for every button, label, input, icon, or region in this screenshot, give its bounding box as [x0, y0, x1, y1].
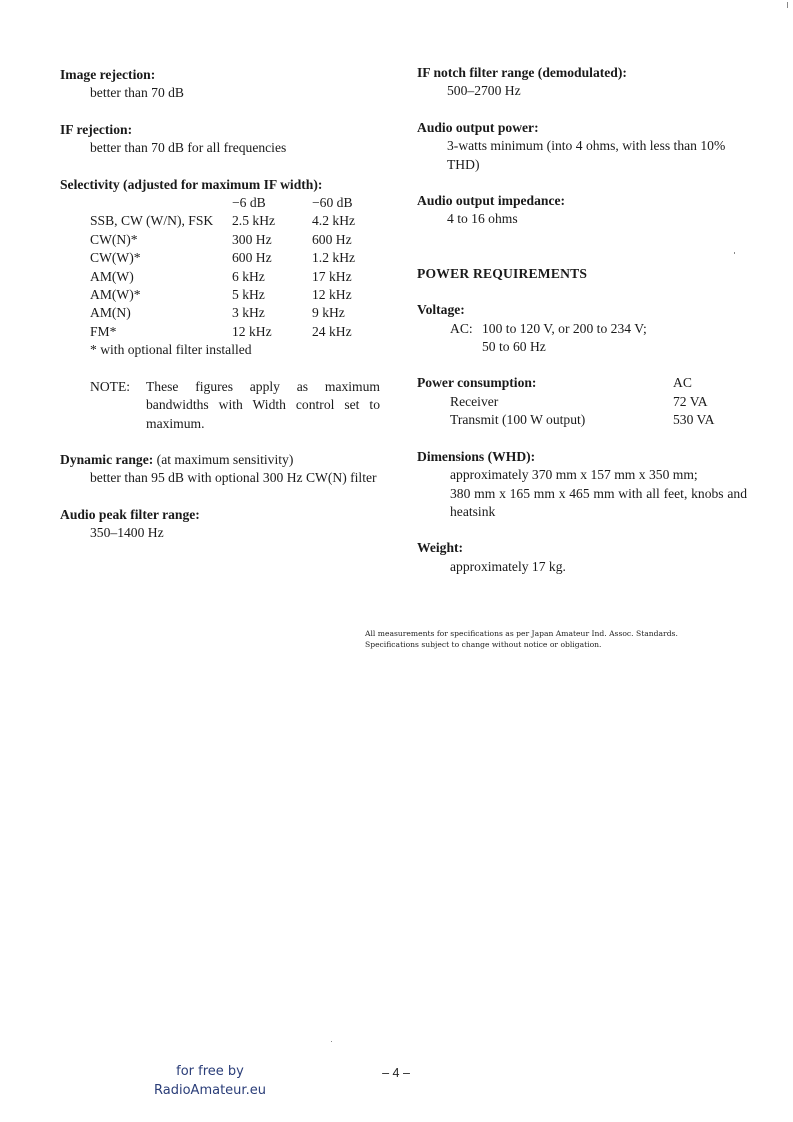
bandwidth-60db-cell: 9 kHz: [312, 305, 345, 321]
column-header: −6 dB: [232, 195, 266, 211]
table-row: [90, 249, 355, 267]
weight-heading: Weight:: [417, 540, 464, 556]
audio-peak-heading: Audio peak filter range:: [60, 506, 200, 522]
power-consumption-heading: Power consumption:: [417, 375, 537, 391]
mode-cell: FM*: [90, 323, 117, 339]
load-value: 72 VA: [673, 393, 708, 409]
weight-spec: [417, 539, 747, 576]
bandwidth-60db-cell: 17 kHz: [312, 268, 352, 284]
dynamic-range-spec: [60, 451, 380, 488]
audio-power-spec: [417, 119, 747, 174]
if-rejection-heading: IF rejection:: [60, 121, 133, 137]
right-column: [417, 64, 747, 594]
column-header: AC: [673, 375, 692, 391]
power-consumption-spec: [417, 374, 747, 429]
frequency-range: 50 to 60 Hz: [482, 339, 546, 355]
voltage-lines: [482, 320, 647, 357]
dynamic-range-qualifier: (at maximum sensitivity): [156, 451, 294, 467]
dynamic-range-heading-line: [60, 451, 380, 469]
audio-impedance-spec: [417, 192, 747, 229]
selectivity-heading: Selectivity (adjusted for maximum IF width):: [60, 176, 323, 192]
image-rejection-heading: Image rejection:: [60, 67, 156, 82]
if-rejection-value: better than 70 dB for all frequencies: [90, 140, 287, 156]
load-label: Transmit (100 W output): [450, 412, 586, 428]
dimensions-line-2: 380 mm x 165 mm x 465 mm with all feet, knobs and heatsink: [450, 485, 747, 519]
watermark-credit: [140, 1062, 280, 1100]
audio-peak-spec: [60, 506, 380, 543]
table-row: [417, 393, 714, 411]
selectivity-footnote: * with optional filter installed: [90, 342, 252, 358]
image-rejection-spec: [60, 66, 380, 103]
audio-impedance-value: 4 to 16 ohms: [447, 211, 518, 227]
specifications-footnote: [365, 628, 745, 650]
scan-mark: [331, 1041, 332, 1042]
weight-value: approximately 17 kg.: [450, 558, 566, 574]
audio-peak-value: 350–1400 Hz: [90, 525, 164, 541]
footnote-line: Specifications subject to change without notice or obligation.: [365, 640, 602, 649]
voltage-spec: [417, 301, 747, 356]
bandwidth-6db-cell: 2.5 kHz: [232, 213, 276, 229]
voltage-values: [417, 320, 747, 357]
note-text: These figures apply as maximum bandwidths with Width control set to maximum.: [146, 378, 380, 431]
voltage-range: 100 to 120 V, or 200 to 234 V;: [482, 320, 647, 336]
image-rejection-value: better than 70 dB: [90, 85, 185, 101]
table-row: [90, 286, 355, 304]
bandwidth-6db-cell: 300 Hz: [232, 231, 272, 247]
mode-cell: AM(W)*: [90, 287, 141, 303]
table-row: [90, 268, 355, 286]
page-number: – 4 –: [382, 1066, 410, 1080]
credit-line-2: RadioAmateur.eu: [154, 1083, 266, 1098]
dynamic-range-heading: Dynamic range:: [60, 451, 154, 467]
power-requirements-title: POWER REQUIREMENTS: [417, 265, 588, 281]
bandwidth-6db-cell: 6 kHz: [232, 268, 265, 284]
dynamic-range-value: better than 95 dB with optional 300 Hz CW(N) filter: [90, 470, 377, 486]
scan-mark: [787, 2, 788, 8]
dimensions-line-1: approximately 370 mm x 157 mm x 350 mm;: [450, 467, 698, 483]
bandwidth-60db-cell: 600 Hz: [312, 231, 352, 247]
bandwidth-6db-cell: 5 kHz: [232, 287, 265, 303]
bandwidth-6db-cell: 12 kHz: [232, 323, 272, 339]
table-row: [90, 323, 355, 341]
selectivity-table: [90, 194, 355, 341]
selectivity-spec: [60, 176, 380, 433]
if-notch-value: 500–2700 Hz: [447, 83, 521, 99]
if-rejection-spec: [60, 121, 380, 158]
footnote-line: All measurements for specifications as per Japan Amateur Ind. Assoc. Standards.: [365, 629, 678, 638]
credit-line-1: for free by: [176, 1064, 244, 1079]
scan-mark: [734, 252, 735, 254]
column-header: [90, 194, 232, 212]
mode-cell: SSB, CW (W/N), FSK: [90, 213, 214, 229]
table-header-row: [417, 374, 714, 392]
mode-cell: CW(W)*: [90, 250, 141, 266]
voltage-ac-label: AC:: [450, 320, 473, 336]
mode-cell: CW(N)*: [90, 231, 138, 247]
bandwidth-60db-cell: 12 kHz: [312, 287, 352, 303]
audio-impedance-heading: Audio output impedance:: [417, 193, 566, 209]
power-consumption-table: [417, 374, 714, 429]
audio-power-heading: Audio output power:: [417, 119, 539, 135]
dimensions-spec: [417, 448, 747, 522]
load-value: 530 VA: [673, 412, 715, 428]
if-notch-heading: IF notch filter range (demodulated):: [417, 65, 627, 80]
if-notch-spec: [417, 64, 747, 101]
bandwidth-6db-cell: 3 kHz: [232, 305, 265, 321]
table-row: [90, 304, 355, 322]
table-header-row: [90, 194, 355, 212]
selectivity-note: [60, 378, 380, 433]
bandwidth-60db-cell: 24 kHz: [312, 323, 352, 339]
bandwidth-6db-cell: 600 Hz: [232, 250, 272, 266]
table-row: [90, 212, 355, 230]
column-header: −60 dB: [312, 195, 353, 211]
note-label: NOTE:: [90, 378, 131, 394]
table-row: [417, 411, 714, 429]
audio-power-value: 3-watts minimum (into 4 ohms, with less than 10% THD): [447, 138, 726, 172]
left-column: [60, 66, 380, 561]
dimensions-heading: Dimensions (WHD):: [417, 448, 536, 464]
voltage-heading: Voltage:: [417, 302, 465, 318]
load-label: Receiver: [450, 393, 499, 409]
bandwidth-60db-cell: 4.2 kHz: [312, 213, 356, 229]
bandwidth-60db-cell: 1.2 kHz: [312, 250, 356, 266]
mode-cell: AM(N): [90, 305, 131, 321]
mode-cell: AM(W): [90, 268, 134, 284]
table-row: [90, 231, 355, 249]
